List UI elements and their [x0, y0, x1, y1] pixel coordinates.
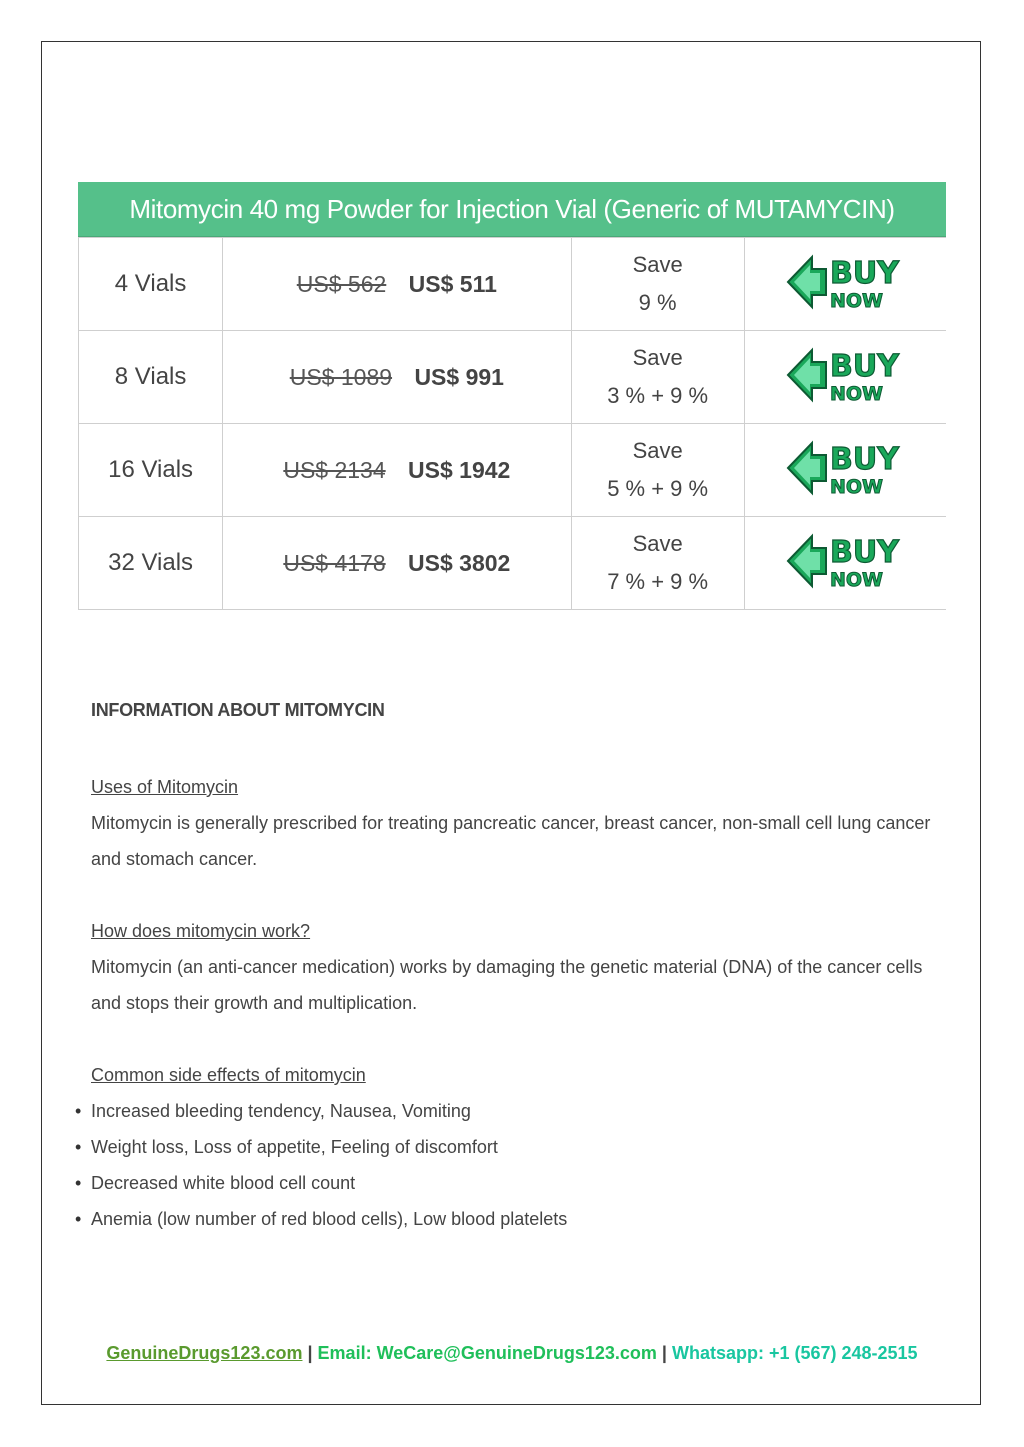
buy-label: BUY [830, 348, 900, 384]
whatsapp-text[interactable]: Whatsapp: +1 (567) 248-2515 [671, 1343, 918, 1363]
save-value: 3 % + 9 % [607, 383, 709, 408]
quantity-cell: 16 Vials [79, 424, 223, 517]
save-label: Save [632, 252, 683, 277]
how-body: Mitomycin (an anti-cancer medication) works by damaging the genetic material (DNA) of the cancer cells and stops their growth and multiplication. [91, 957, 923, 1013]
table-row [79, 424, 947, 517]
site-link[interactable]: GenuineDrugs123.com [106, 1343, 303, 1363]
separator: | [307, 1343, 313, 1363]
how-heading: How does mitomycin work? [91, 921, 311, 941]
save-label: Save [632, 345, 683, 370]
now-label: NOW [830, 289, 884, 311]
quantity-cell: 8 Vials [79, 331, 223, 424]
buy-cell [744, 238, 946, 331]
product-title: Mitomycin 40 mg Powder for Injection Vial (Generic of MUTAMYCIN) [78, 182, 946, 237]
buy-now-button[interactable] [786, 253, 904, 311]
save-cell [571, 424, 744, 517]
table-row [79, 331, 947, 424]
table-row [79, 517, 947, 610]
uses-heading: Uses of Mitomycin [91, 777, 239, 797]
buy-now-arrow-icon [786, 253, 904, 311]
buy-label: BUY [830, 255, 900, 291]
buy-cell [744, 424, 946, 517]
buy-now-arrow-icon [786, 346, 904, 404]
old-price: US$ 2134 [283, 456, 386, 483]
buy-label: BUY [830, 441, 900, 477]
uses-body: Mitomycin is generally prescribed for treating pancreatic cancer, breast cancer, non-small cell lung cancer and stomach cancer. [91, 813, 931, 869]
old-price: US$ 4178 [283, 549, 386, 576]
buy-now-button[interactable] [786, 439, 904, 497]
price-grid [78, 237, 946, 610]
list-item: • Increased bleeding tendency, Nausea, Vomiting [91, 1093, 951, 1129]
buy-cell [744, 331, 946, 424]
save-value: 5 % + 9 % [607, 476, 709, 501]
now-label: NOW [830, 382, 884, 404]
buy-now-button[interactable] [786, 532, 904, 590]
info-section [91, 700, 951, 1237]
buy-now-arrow-icon [786, 532, 904, 590]
new-price: US$ 1942 [408, 456, 511, 483]
separator: | [661, 1343, 667, 1363]
buy-now-arrow-icon [786, 439, 904, 497]
save-value: 9 % [638, 290, 677, 315]
save-cell [571, 517, 744, 610]
quantity-cell: 32 Vials [79, 517, 223, 610]
old-price: US$ 562 [296, 270, 387, 297]
price-cell [223, 424, 571, 517]
old-price: US$ 1089 [289, 363, 393, 390]
side-effects-heading: Common side effects of mitomycin [91, 1065, 366, 1085]
price-cell [223, 331, 571, 424]
price-cell [223, 517, 571, 610]
email-text[interactable]: Email: WeCare@GenuineDrugs123.com [317, 1343, 657, 1363]
buy-now-button[interactable] [786, 346, 904, 404]
quantity-cell: 4 Vials [79, 238, 223, 331]
price-cell [223, 238, 571, 331]
price-table [78, 182, 946, 610]
save-cell [571, 331, 744, 424]
buy-cell [744, 517, 946, 610]
new-price: US$ 3802 [408, 549, 511, 576]
list-item: • Anemia (low number of red blood cells), Low blood platelets [91, 1201, 951, 1237]
list-item: • Decreased white blood cell count [91, 1165, 951, 1201]
side-effects-list [91, 1093, 951, 1237]
save-cell [571, 238, 744, 331]
footer [0, 1343, 1024, 1364]
save-label: Save [632, 531, 683, 556]
table-row [79, 238, 947, 331]
new-price: US$ 991 [414, 363, 504, 390]
buy-label: BUY [830, 534, 900, 570]
now-label: NOW [830, 568, 884, 590]
new-price: US$ 511 [408, 270, 497, 297]
list-item: • Weight loss, Loss of appetite, Feeling of discomfort [91, 1129, 951, 1165]
info-title: INFORMATION ABOUT MITOMYCIN [91, 700, 385, 720]
save-label: Save [632, 438, 683, 463]
save-value: 7 % + 9 % [607, 569, 709, 594]
now-label: NOW [830, 475, 884, 497]
